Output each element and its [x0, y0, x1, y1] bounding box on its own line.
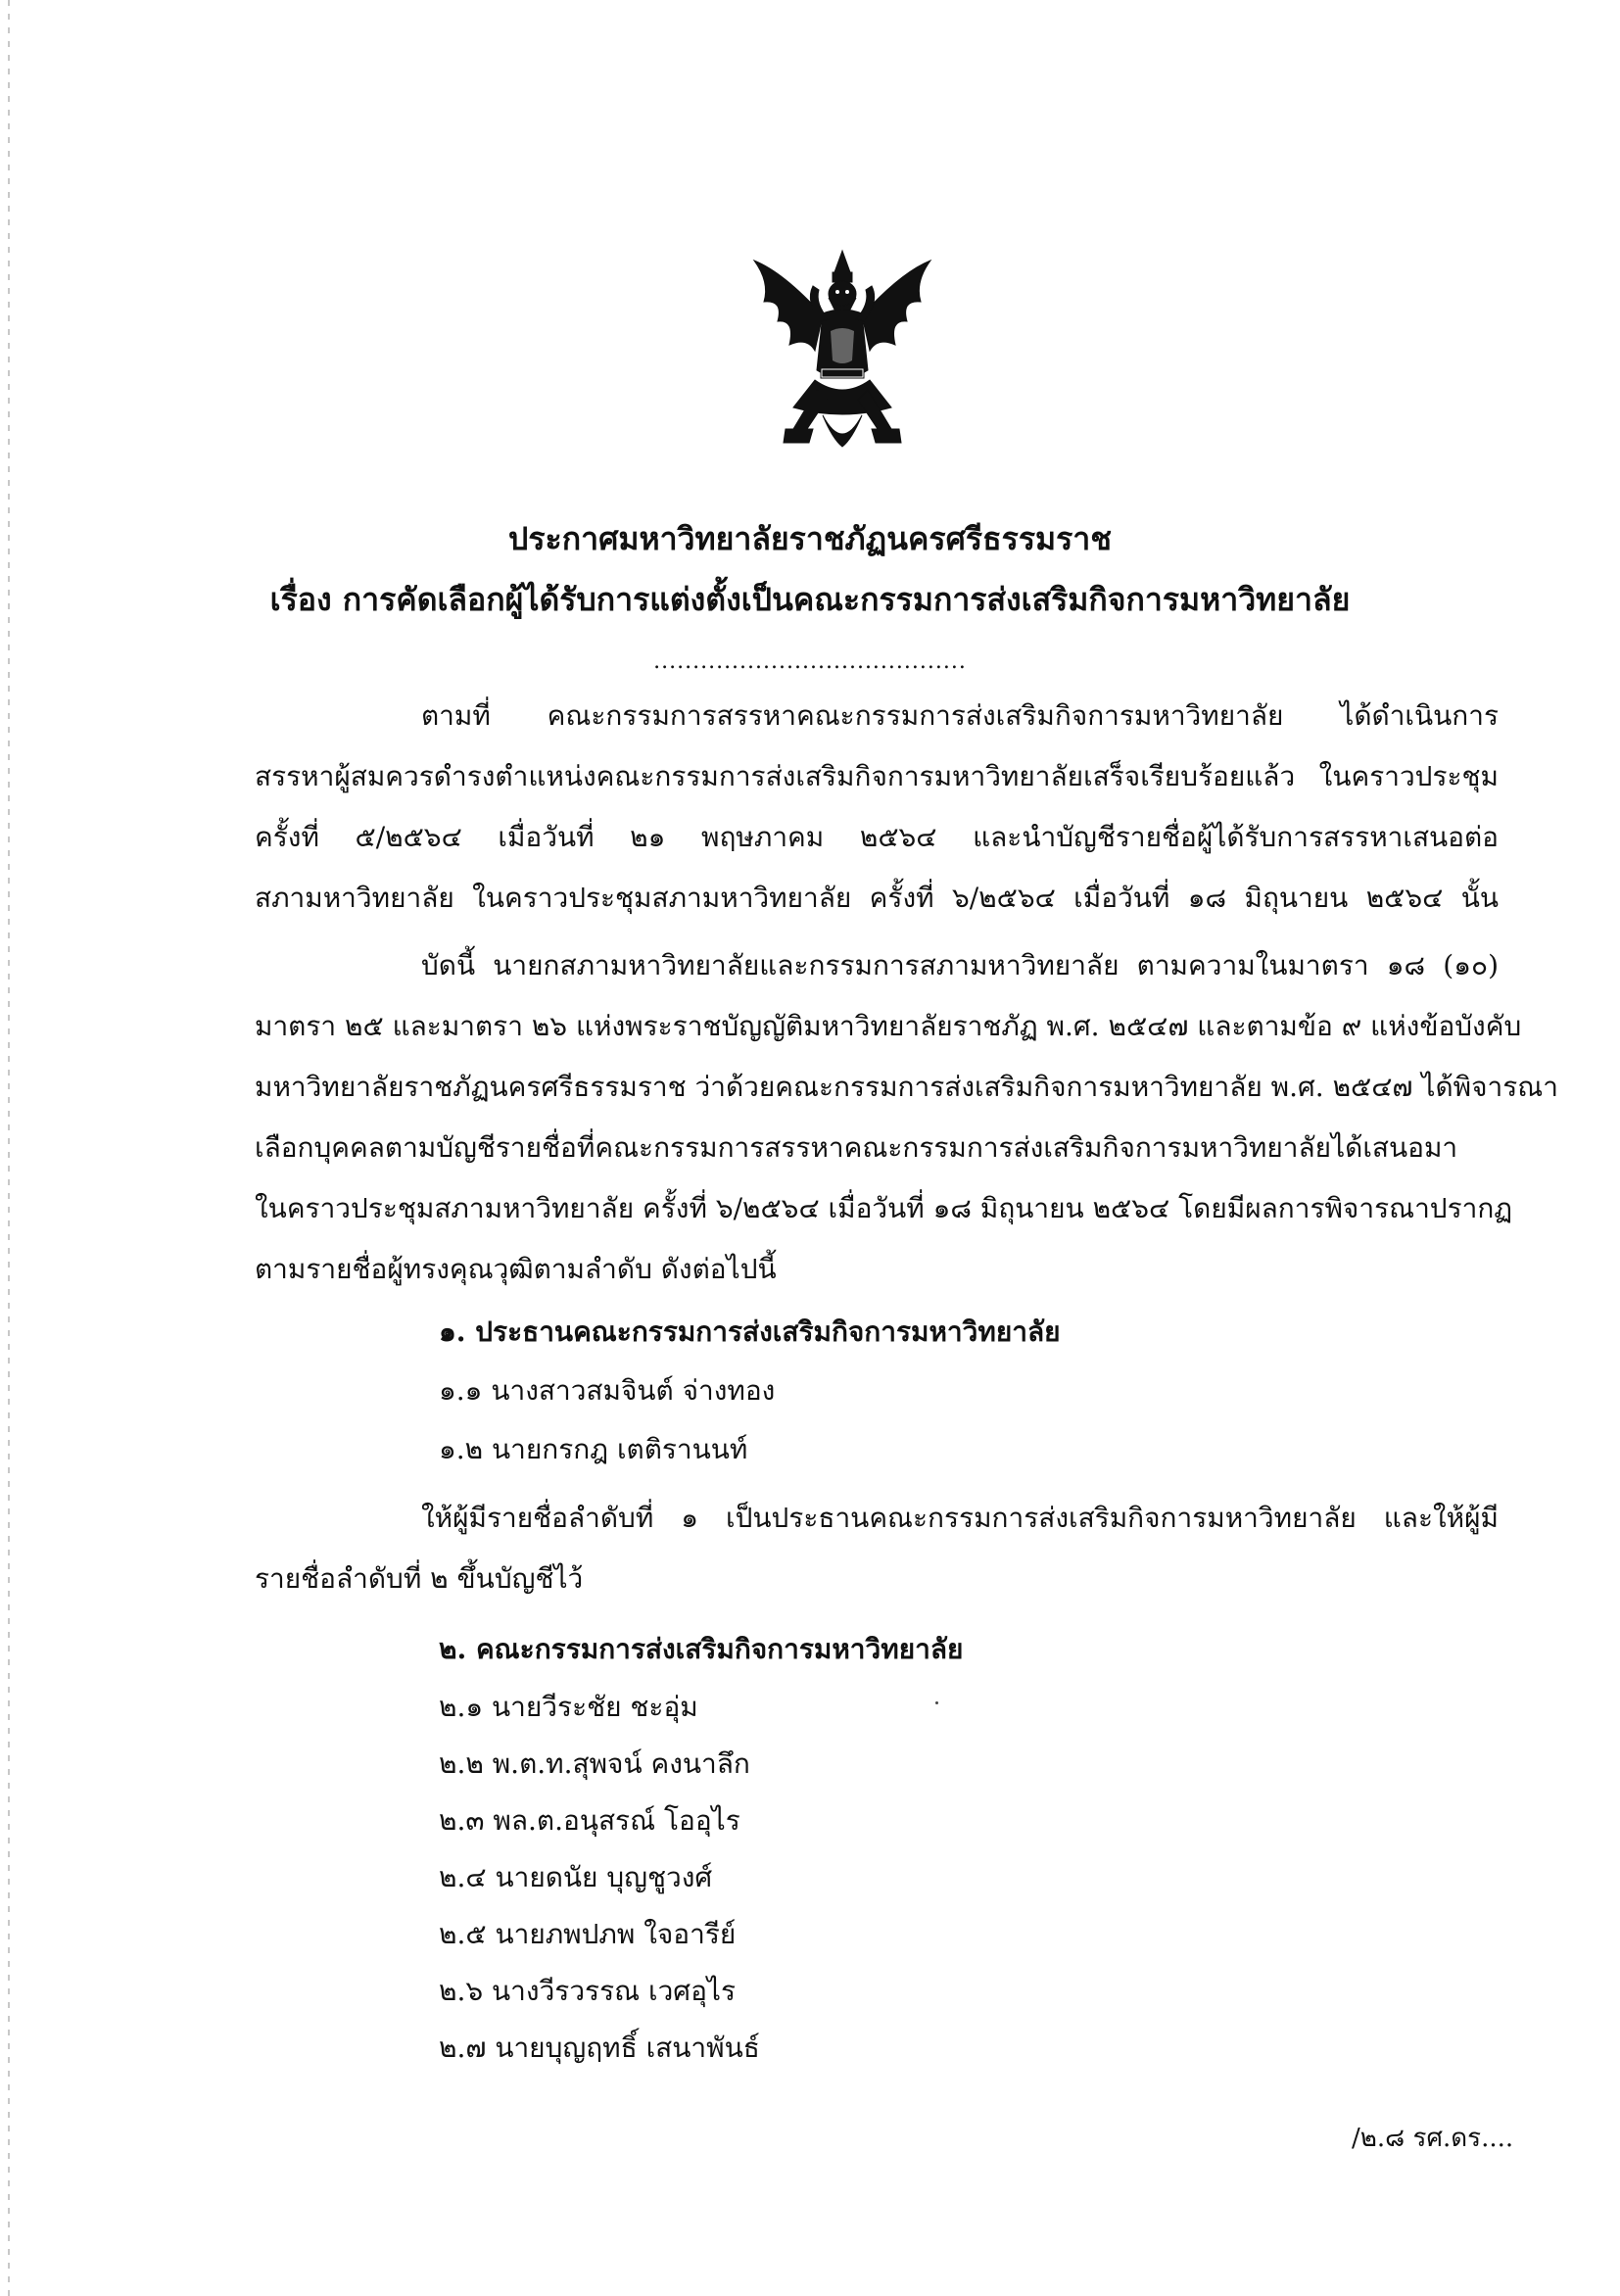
list-item: ๑.๑ นางสาวสมจินต์ จ่างทอง [439, 1374, 776, 1407]
list-item: ๒.๔ นายดนัย บุญชูวงศ์ [439, 1861, 713, 1893]
document-title: ประกาศมหาวิทยาลัยราชภัฏนครศรีธรรมราช [508, 520, 1112, 557]
paragraph-line: มาตรา ๒๕ และมาตรา ๒๖ แห่งพระราชบัญญัติมหาวิทยาลัยราชภัฏ พ.ศ. ๒๕๔๗ และตามข้อ ๙ แห่งข้อบังคับ [255, 1010, 1522, 1042]
paragraph-line: ในคราวประชุมสภามหาวิทยาลัย ครั้งที่ ๖/๒๕๖๔ เมื่อวันที่ ๑๘ มิถุนายน ๒๕๖๔ โดยมีผลการพิจารณาปรากฏ [255, 1192, 1513, 1224]
list-item: ๑.๒ นายกรกฎ เตติรานนท์ [439, 1433, 748, 1465]
list-item: ๒.๕ นายภพปภพ ใจอารีย์ [439, 1918, 737, 1950]
paragraph-line: มหาวิทยาลัยราชภัฏนครศรีธรรมราช ว่าด้วยคณะกรรมการส่งเสริมกิจการมหาวิทยาลัย พ.ศ. ๒๕๔๗ ได้พิจารณา [255, 1071, 1558, 1103]
paragraph-line: ให้ผู้มีรายชื่อลำดับที่ ๑ เป็นประธานคณะกรรมการส่งเสริมกิจการมหาวิทยาลัย และให้ผู้มี [421, 1502, 1499, 1534]
paragraph-3 [255, 1488, 1499, 1609]
list-item: ๒.๗ นายบุญฤทธิ์ เสนาพันธ์ [439, 2032, 760, 2064]
title-separator: ........................................ [653, 649, 967, 674]
paragraph-line: ครั้งที่ ๕/๒๕๖๔ เมื่อวันที่ ๒๑ พฤษภาคม ๒๕๖๔ และนำบัญชีรายชื่อผู้ได้รับการสรรหาเสนอต่อ [255, 821, 1499, 853]
scan-speck [935, 1701, 938, 1704]
section-1-heading: ๑. ประธานคณะกรรมการส่งเสริมกิจการมหาวิทยาลัย [439, 1315, 1061, 1348]
list-item: ๒.๒ พ.ต.ท.สุพจน์ คงนาลึก [439, 1747, 750, 1780]
list-item: ๒.๓ พล.ต.อนุสรณ์ โออุไร [439, 1804, 740, 1837]
paragraph-1 [255, 686, 1499, 929]
paragraph-line: ตามรายชื่อผู้ทรงคุณวุฒิตามลำดับ ดังต่อไปนี้ [255, 1253, 777, 1285]
paragraph-line: สรรหาผู้สมควรดำรงตำแหน่งคณะกรรมการส่งเสริมกิจการมหาวิทยาลัยเสร็จเรียบร้อยแล้ว ในคราวประชุม [255, 760, 1499, 792]
paragraph-line: สภามหาวิทยาลัย ในคราวประชุมสภามหาวิทยาลัย ครั้งที่ ๖/๒๕๖๔ เมื่อวันที่ ๑๘ มิถุนายน ๒๕๖๔ นั้น [255, 882, 1499, 914]
section-2-heading: ๒. คณะกรรมการส่งเสริมกิจการมหาวิทยาลัย [439, 1633, 964, 1665]
paragraph-line: บัดนี้ นายกสภามหาวิทยาลัยและกรรมการสภามหาวิทยาลัย ตามความในมาตรา ๑๘ (๑๐) [421, 949, 1499, 981]
document-subject: เรื่อง การคัดเลือกผู้ได้รับการแต่งตั้งเป็นคณะกรรมการส่งเสริมกิจการมหาวิทยาลัย [269, 581, 1351, 618]
scan-edge [8, 0, 10, 2296]
list-item: ๒.๖ นางวีรวรรณ เวศอุไร [439, 1975, 737, 2007]
paragraph-line: ตามที่ คณะกรรมการสรรหาคณะกรรมการส่งเสริมกิจการมหาวิทยาลัย ได้ดำเนินการ [421, 699, 1499, 732]
list-item: ๒.๑ นายวีระชัย ชะอุ่ม [439, 1691, 698, 1723]
continuation-marker: /๒.๘ รศ.ดร.... [1352, 2124, 1514, 2153]
paragraph-2 [255, 935, 1558, 1300]
garuda-emblem-icon [744, 243, 940, 458]
paragraph-line: เลือกบุคคลตามบัญชีรายชื่อที่คณะกรรมการสรรหาคณะกรรมการส่งเสริมกิจการมหาวิทยาลัยได้เสนอมา [255, 1131, 1458, 1164]
paragraph-line: รายชื่อลำดับที่ ๒ ขึ้นบัญชีไว้ [255, 1562, 584, 1595]
